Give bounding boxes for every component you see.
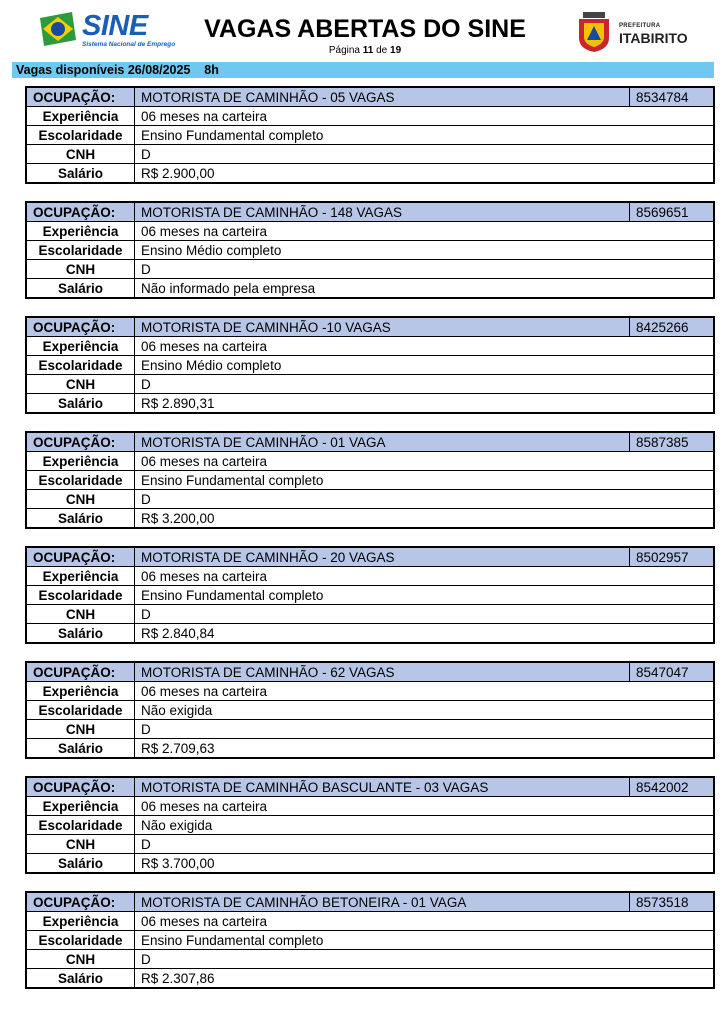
brazil-flag-icon (38, 12, 78, 46)
occupation-row (26, 202, 714, 222)
education-value: Ensino Fundamental completo (135, 471, 715, 490)
salary-row (26, 164, 714, 184)
page-title: VAGAS ABERTAS DO SINE (204, 15, 526, 43)
license-label: CNH (26, 490, 135, 509)
occupation-value: MOTORISTA DE CAMINHÃO - 20 VAGAS (135, 547, 630, 567)
salary-label: Salário (26, 969, 135, 989)
page-prefix: Página (328, 45, 360, 56)
salary-row (26, 394, 714, 414)
occupation-row (26, 317, 714, 337)
salary-row (26, 509, 714, 529)
education-value: Não exigida (135, 816, 715, 835)
experience-row (26, 222, 714, 241)
experience-row (26, 567, 714, 586)
occupation-value: MOTORISTA DE CAMINHÃO - 148 VAGAS (135, 202, 630, 222)
experience-label: Experiência (26, 797, 135, 816)
sine-logo-text: SINE (82, 10, 148, 42)
experience-row (26, 797, 714, 816)
education-row (26, 471, 714, 490)
salary-value: R$ 2.307,86 (135, 969, 715, 989)
sine-logo (38, 10, 176, 52)
job-card (25, 201, 715, 299)
job-code: 8502957 (630, 547, 715, 567)
experience-value: 06 meses na carteira (135, 452, 715, 471)
experience-value: 06 meses na carteira (135, 222, 715, 241)
education-value: Ensino Médio completo (135, 241, 715, 260)
salary-row (26, 854, 714, 874)
experience-row (26, 912, 714, 931)
job-card (25, 431, 715, 529)
occupation-row (26, 892, 714, 912)
job-code: 8569651 (630, 202, 715, 222)
education-value: Ensino Fundamental completo (135, 931, 715, 950)
page-total: 19 (390, 45, 402, 56)
occupation-value: MOTORISTA DE CAMINHÃO -10 VAGAS (135, 317, 630, 337)
education-value: Ensino Fundamental completo (135, 586, 715, 605)
license-row (26, 835, 714, 854)
salary-row (26, 739, 714, 759)
prefeitura-label: PREFEITURA (619, 23, 661, 29)
occupation-value: MOTORISTA DE CAMINHÃO - 05 VAGAS (135, 87, 630, 107)
education-label: Escolaridade (26, 126, 135, 145)
education-row (26, 586, 714, 605)
license-row (26, 490, 714, 509)
education-value: Não exigida (135, 701, 715, 720)
sine-logo-subtitle: Sistema Nacional de Emprego (82, 41, 176, 48)
salary-value: R$ 2.709,63 (135, 739, 715, 759)
education-row (26, 241, 714, 260)
salary-value: R$ 3.700,00 (135, 854, 715, 874)
education-row (26, 816, 714, 835)
license-label: CNH (26, 605, 135, 624)
education-row (26, 931, 714, 950)
experience-label: Experiência (26, 337, 135, 356)
occupation-row (26, 432, 714, 452)
page-header (0, 0, 724, 60)
experience-label: Experiência (26, 567, 135, 586)
experience-row (26, 682, 714, 701)
occupation-label: OCUPAÇÃO: (26, 892, 135, 912)
salary-value: R$ 2.900,00 (135, 164, 715, 184)
job-code: 8425266 (630, 317, 715, 337)
job-code: 8547047 (630, 662, 715, 682)
education-value: Ensino Fundamental completo (135, 126, 715, 145)
experience-value: 06 meses na carteira (135, 682, 715, 701)
experience-label: Experiência (26, 107, 135, 126)
availability-date-bar: Vagas disponíveis 26/08/2025 8h (12, 62, 714, 78)
experience-row (26, 452, 714, 471)
license-label: CNH (26, 260, 135, 279)
occupation-label: OCUPAÇÃO: (26, 87, 135, 107)
occupation-row (26, 777, 714, 797)
experience-value: 06 meses na carteira (135, 912, 715, 931)
education-value: Ensino Médio completo (135, 356, 715, 375)
job-card (25, 661, 715, 759)
salary-value: R$ 2.840,84 (135, 624, 715, 644)
license-row (26, 720, 714, 739)
license-row (26, 605, 714, 624)
license-label: CNH (26, 375, 135, 394)
job-code: 8542002 (630, 777, 715, 797)
experience-label: Experiência (26, 222, 135, 241)
occupation-label: OCUPAÇÃO: (26, 777, 135, 797)
experience-row (26, 107, 714, 126)
job-card (25, 776, 715, 874)
job-card (25, 316, 715, 414)
salary-label: Salário (26, 854, 135, 874)
salary-label: Salário (26, 739, 135, 759)
education-label: Escolaridade (26, 241, 135, 260)
job-card (25, 891, 715, 989)
job-code: 8534784 (630, 87, 715, 107)
salary-label: Salário (26, 509, 135, 529)
salary-value: R$ 2.890,31 (135, 394, 715, 414)
job-code: 8587385 (630, 432, 715, 452)
city-name: ITABIRITO (619, 30, 688, 46)
salary-row (26, 624, 714, 644)
license-value: D (135, 605, 715, 624)
salary-value: Não informado pela empresa (135, 279, 715, 299)
education-label: Escolaridade (26, 931, 135, 950)
experience-value: 06 meses na carteira (135, 107, 715, 126)
prefeitura-logo (575, 12, 695, 54)
license-value: D (135, 950, 715, 969)
license-row (26, 260, 714, 279)
experience-value: 06 meses na carteira (135, 337, 715, 356)
salary-row (26, 279, 714, 299)
license-value: D (135, 145, 715, 164)
education-label: Escolaridade (26, 356, 135, 375)
occupation-row (26, 662, 714, 682)
experience-value: 06 meses na carteira (135, 567, 715, 586)
occupation-value: MOTORISTA DE CAMINHÃO BETONEIRA - 01 VAGA (135, 892, 630, 912)
education-row (26, 356, 714, 375)
job-card (25, 546, 715, 644)
occupation-label: OCUPAÇÃO: (26, 202, 135, 222)
occupation-value: MOTORISTA DE CAMINHÃO - 62 VAGAS (135, 662, 630, 682)
salary-label: Salário (26, 394, 135, 414)
job-card (25, 86, 715, 184)
salary-label: Salário (26, 624, 135, 644)
city-crest-icon (575, 12, 613, 52)
license-value: D (135, 260, 715, 279)
license-row (26, 375, 714, 394)
experience-value: 06 meses na carteira (135, 797, 715, 816)
occupation-row (26, 87, 714, 107)
salary-value: R$ 3.200,00 (135, 509, 715, 529)
education-row (26, 701, 714, 720)
occupation-row (26, 547, 714, 567)
license-row (26, 950, 714, 969)
occupation-value: MOTORISTA DE CAMINHÃO BASCULANTE - 03 VAGAS (135, 777, 630, 797)
page-number (190, 45, 540, 57)
experience-label: Experiência (26, 452, 135, 471)
license-label: CNH (26, 835, 135, 854)
license-label: CNH (26, 950, 135, 969)
education-label: Escolaridade (26, 471, 135, 490)
license-value: D (135, 835, 715, 854)
job-code: 8573518 (630, 892, 715, 912)
license-label: CNH (26, 720, 135, 739)
salary-label: Salário (26, 279, 135, 299)
job-list (25, 86, 715, 1006)
page-current: 11 (362, 45, 374, 56)
license-row (26, 145, 714, 164)
education-label: Escolaridade (26, 586, 135, 605)
salary-row (26, 969, 714, 989)
license-label: CNH (26, 145, 135, 164)
experience-label: Experiência (26, 682, 135, 701)
occupation-label: OCUPAÇÃO: (26, 662, 135, 682)
occupation-label: OCUPAÇÃO: (26, 317, 135, 337)
occupation-label: OCUPAÇÃO: (26, 432, 135, 452)
occupation-value: MOTORISTA DE CAMINHÃO - 01 VAGA (135, 432, 630, 452)
occupation-label: OCUPAÇÃO: (26, 547, 135, 567)
education-row (26, 126, 714, 145)
license-value: D (135, 490, 715, 509)
experience-label: Experiência (26, 912, 135, 931)
license-value: D (135, 375, 715, 394)
education-label: Escolaridade (26, 816, 135, 835)
page-of: de (376, 45, 388, 56)
salary-label: Salário (26, 164, 135, 184)
license-value: D (135, 720, 715, 739)
education-label: Escolaridade (26, 701, 135, 720)
experience-row (26, 337, 714, 356)
